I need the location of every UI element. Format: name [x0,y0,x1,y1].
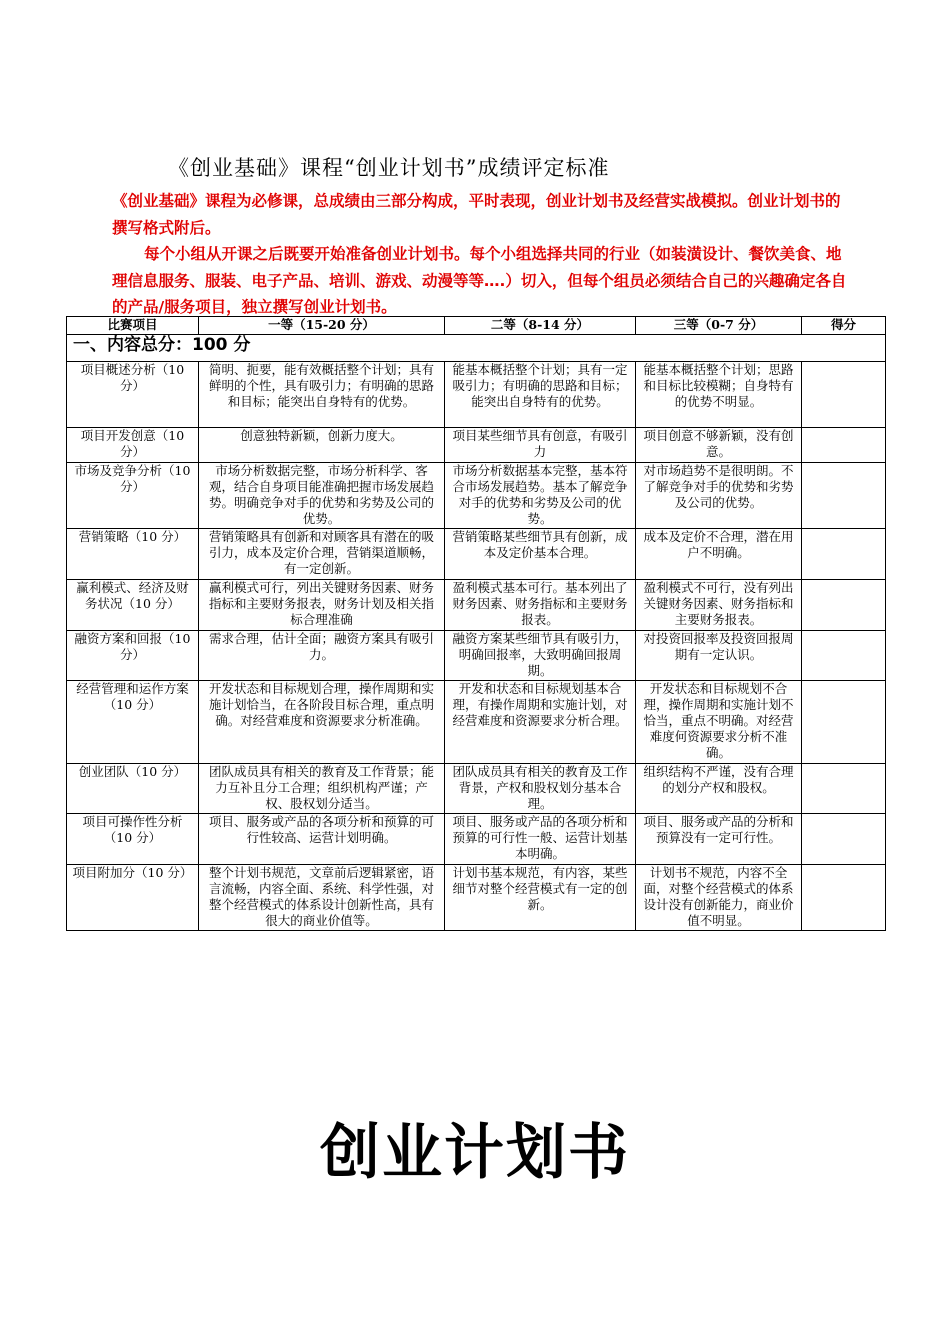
row-third: 组织结构不严谨，没有合理的划分产权和股权。 [636,764,802,814]
row-third: 能基本概括整个计划；思路和目标比较模糊；自身特有的优势不明显。 [636,362,802,428]
header-item: 比赛项目 [67,317,199,335]
row-second: 融资方案某些细节具有吸引力，明确回报率，大致明确回报周期。 [445,631,636,681]
row-item: 项目可操作性分析（10 分） [67,814,199,865]
row-second: 项目某些细节具有创意，有吸引力 [445,428,636,463]
row-first: 团队成员具有相关的教育及工作背景；能力互补且分工合理；组织机构严谨；产权、股权划分适当。 [199,764,445,814]
intro-paragraph-2: 每个小组从开课之后既要开始准备创业计划书。每个小组选择共同的行业（如装潢设计、餐饮美食、地理信息服务、服装、电子产品、培训、游戏、动漫等等….）切入，但每个组员必须结合自己的兴趣确定各自的产品/服务项目，独立撰写创业计划书。 [112,245,847,316]
intro-notice [112,188,852,321]
row-item: 经营管理和运作方案（10 分） [67,681,199,764]
table-row [67,865,886,931]
table-row [67,764,886,814]
row-third: 对投资回报率及投资回报周期有一定认识。 [636,631,802,681]
row-score[interactable] [802,529,886,580]
row-third: 计划书不规范，内容不全面，对整个经营模式的体系设计没有创新能力，商业价值不明显。 [636,865,802,931]
row-item: 市场及竞争分析（10 分） [67,463,199,529]
row-first: 整个计划书规范，文章前后逻辑紧密，语言流畅，内容全面、系统、科学性强，对整个经营模式的体系设计创新性高，具有很大的商业价值等。 [199,865,445,931]
row-item: 项目附加分（10 分） [67,865,199,931]
row-third: 成本及定价不合理，潜在用户不明确。 [636,529,802,580]
row-second: 盈利模式基本可行。基本列出了财务因素、财务指标和主要财务报表。 [445,580,636,631]
table-row [67,463,886,529]
row-item: 赢利模式、经济及财务状况（10 分） [67,580,199,631]
table-row [67,631,886,681]
row-score[interactable] [802,580,886,631]
row-first: 项目、服务或产品的各项分析和预算的可行性较高、运营计划明确。 [199,814,445,865]
page-title: 《创业基础》课程“创业计划书”成绩评定标准 [168,156,610,180]
table-row [67,529,886,580]
row-second: 市场分析数据基本完整，基本符合市场发展趋势。基本了解竞争对手的优势和劣势及公司的优势。 [445,463,636,529]
row-third: 开发状态和目标规划不合理，操作周期和实施计划不恰当，重点不明确。对经营难度何资源要求分析不准确。 [636,681,802,764]
row-second: 项目、服务或产品的各项分析和预算的可行性一般、运营计划基本明确。 [445,814,636,865]
row-score[interactable] [802,428,886,463]
row-item: 创业团队（10 分） [67,764,199,814]
rubric-table [66,316,886,931]
section-heading: 一、内容总分：100 分 [67,335,886,362]
table-row [67,681,886,764]
header-third-grade: 三等（0-7 分） [636,317,802,335]
row-second: 能基本概括整个计划；具有一定吸引力；有明确的思路和目标；能突出自身特有的优势。 [445,362,636,428]
row-item: 项目概述分析（10 分） [67,362,199,428]
row-third: 项目、服务或产品的分析和预算没有一定可行性。 [636,814,802,865]
row-score[interactable] [802,631,886,681]
row-first: 市场分析数据完整，市场分析科学、客观，结合自身项目能准确把握市场发展趋势。明确竞争对手的优势和劣势及公司的优势。 [199,463,445,529]
table-row [67,428,886,463]
row-second: 营销策略某些细节具有创新，成本及定价基本合理。 [445,529,636,580]
row-second: 团队成员具有相关的教育及工作背景，产权和股权划分基本合理。 [445,764,636,814]
header-score: 得分 [802,317,886,335]
header-second-grade: 二等（8-14 分） [445,317,636,335]
row-score[interactable] [802,865,886,931]
row-first: 赢利模式可行，列出关键财务因素、财务指标和主要财务报表，财务计划及相关指标合理准确 [199,580,445,631]
table-row [67,814,886,865]
row-score[interactable] [802,764,886,814]
row-score[interactable] [802,362,886,428]
row-score[interactable] [802,463,886,529]
table-row [67,580,886,631]
row-score[interactable] [802,681,886,764]
header-row [67,317,886,335]
row-item: 融资方案和回报（10 分） [67,631,199,681]
table-row [67,362,886,428]
row-first: 创意独特新颖，创新力度大。 [199,428,445,463]
header-first-grade: 一等（15-20 分） [199,317,445,335]
row-third: 项目创意不够新颖，没有创意。 [636,428,802,463]
business-plan-title: 创业计划书 [320,1118,630,1188]
row-second: 计划书基本规范，有内容，某些细节对整个经营模式有一定的创新。 [445,865,636,931]
row-third: 对市场趋势不是很明朗。不了解竞争对手的优势和劣势及公司的优势。 [636,463,802,529]
row-item: 项目开发创意（10 分） [67,428,199,463]
row-first: 营销策略具有创新和对顾客具有潜在的吸引力，成本及定价合理，营销渠道顺畅，有一定创新。 [199,529,445,580]
row-third: 盈利模式不可行，没有列出关键财务因素、财务指标和主要财务报表。 [636,580,802,631]
row-score[interactable] [802,814,886,865]
row-item: 营销策略（10 分） [67,529,199,580]
row-first: 需求合理，估计全面；融资方案具有吸引力。 [199,631,445,681]
intro-paragraph-1: 《创业基础》课程为必修课，总成绩由三部分构成，平时表现，创业计划书及经营实战模拟。创业计划书的撰写格式附后。 [112,192,841,237]
row-first: 开发状态和目标规划合理，操作周期和实施计划恰当，在各阶段目标合理，重点明确。对经营难度和资源要求分析准确。 [199,681,445,764]
row-second: 开发和状态和目标规划基本合理，有操作周期和实施计划，对经营难度和资源要求分析合理。 [445,681,636,764]
row-first: 简明、扼要，能有效概括整个计划；具有鲜明的个性，具有吸引力；有明确的思路和目标；能突出自身特有的优势。 [199,362,445,428]
